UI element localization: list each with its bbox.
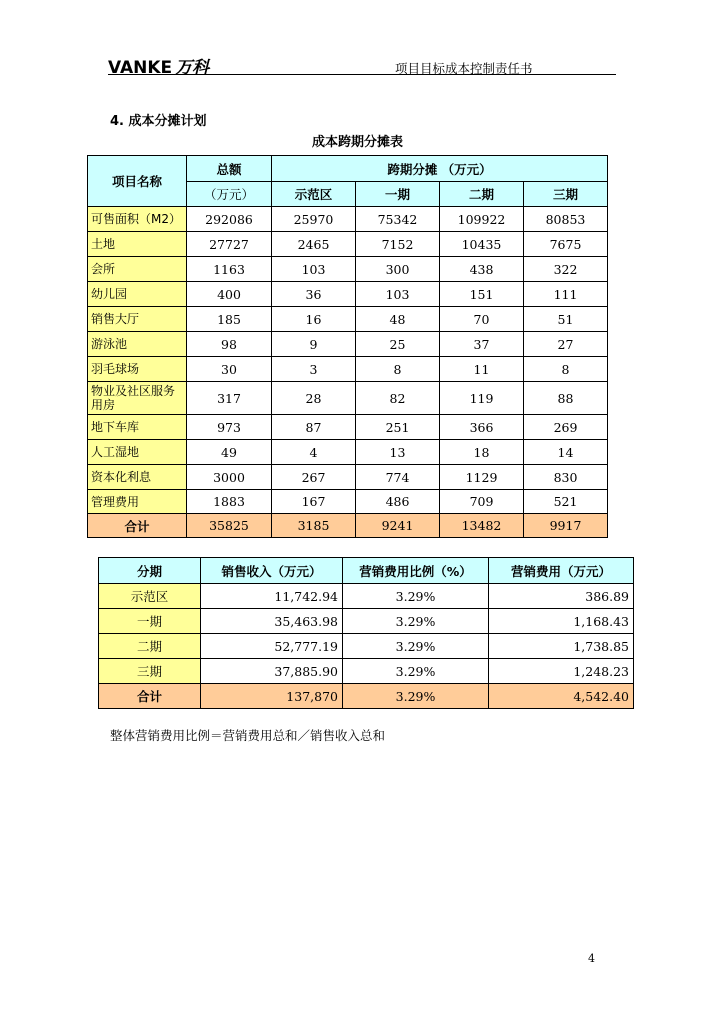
cell-phase-2: 1129 xyxy=(440,465,524,490)
cost-allocation-table xyxy=(87,155,608,538)
row-name: 资本化利息 xyxy=(88,465,187,490)
header-phase-2: 二期 xyxy=(440,182,524,207)
cell-phase-1: 103 xyxy=(356,282,440,307)
header-phase-1: 一期 xyxy=(356,182,440,207)
table-row xyxy=(99,584,634,609)
cell-phase-3: 80853 xyxy=(524,207,608,232)
cell-phase-1: 48 xyxy=(356,307,440,332)
cell-total: 973 xyxy=(187,415,272,440)
cell-expense: 1,168.43 xyxy=(489,609,634,634)
cell-phase-1: 774 xyxy=(356,465,440,490)
header-total: 总额 xyxy=(187,156,272,182)
cell-phase-1: 300 xyxy=(356,257,440,282)
total-row xyxy=(88,514,608,538)
total-cell-phase-1: 9241 xyxy=(356,514,440,538)
total-cell-phase-demo: 3185 xyxy=(272,514,356,538)
cell-total: 317 xyxy=(187,382,272,415)
table-row xyxy=(88,465,608,490)
cell-total: 400 xyxy=(187,282,272,307)
cell-expense: 1,738.85 xyxy=(489,634,634,659)
table-header-row xyxy=(88,156,608,182)
header-allocation: 跨期分摊 （万元） xyxy=(272,156,608,182)
header-marketing-expense: 营销费用（万元） xyxy=(489,558,634,584)
cell-phase-3: 830 xyxy=(524,465,608,490)
row-name: 幼儿园 xyxy=(88,282,187,307)
cell-phase-demo: 25970 xyxy=(272,207,356,232)
table-row xyxy=(99,634,634,659)
row-name: 销售大厅 xyxy=(88,307,187,332)
header-sales-revenue: 销售收入（万元） xyxy=(201,558,343,584)
phase-label: 示范区 xyxy=(99,584,201,609)
table-row xyxy=(99,609,634,634)
cell-phase-demo: 167 xyxy=(272,490,356,514)
cell-phase-2: 709 xyxy=(440,490,524,514)
cell-phase-1: 25 xyxy=(356,332,440,357)
page-number: 4 xyxy=(588,952,595,965)
document-title: 项目目标成本控制责任书 xyxy=(395,61,533,76)
cell-phase-3: 269 xyxy=(524,415,608,440)
cell-expense: 386.89 xyxy=(489,584,634,609)
cell-phase-demo: 267 xyxy=(272,465,356,490)
phase-label: 三期 xyxy=(99,659,201,684)
row-name: 会所 xyxy=(88,257,187,282)
table-row xyxy=(88,282,608,307)
cell-revenue: 37,885.90 xyxy=(201,659,343,684)
cell-ratio: 3.29% xyxy=(343,584,489,609)
cell-phase-demo: 103 xyxy=(272,257,356,282)
header-item-name: 项目名称 xyxy=(88,156,187,207)
header-marketing-ratio: 营销费用比例（%） xyxy=(343,558,489,584)
total-expense: 4,542.40 xyxy=(489,684,634,709)
cell-phase-1: 486 xyxy=(356,490,440,514)
phase-label: 二期 xyxy=(99,634,201,659)
table-row xyxy=(88,207,608,232)
table-row xyxy=(88,332,608,357)
cell-phase-demo: 28 xyxy=(272,382,356,415)
table-row xyxy=(88,490,608,514)
cell-phase-2: 119 xyxy=(440,382,524,415)
cell-total: 27727 xyxy=(187,232,272,257)
table-row xyxy=(99,659,634,684)
total-label: 合计 xyxy=(99,684,201,709)
cell-revenue: 35,463.98 xyxy=(201,609,343,634)
cell-phase-3: 14 xyxy=(524,440,608,465)
total-ratio: 3.29% xyxy=(343,684,489,709)
cell-phase-2: 438 xyxy=(440,257,524,282)
total-revenue: 137,870 xyxy=(201,684,343,709)
total-row xyxy=(99,684,634,709)
cell-phase-demo: 3 xyxy=(272,357,356,382)
total-label: 合计 xyxy=(88,514,187,538)
table-header-row xyxy=(99,558,634,584)
cell-phase-2: 151 xyxy=(440,282,524,307)
table-row xyxy=(88,382,608,415)
cell-phase-2: 366 xyxy=(440,415,524,440)
cell-total: 49 xyxy=(187,440,272,465)
cell-ratio: 3.29% xyxy=(343,659,489,684)
cell-phase-demo: 9 xyxy=(272,332,356,357)
cell-total: 1883 xyxy=(187,490,272,514)
cell-phase-3: 88 xyxy=(524,382,608,415)
cell-phase-2: 10435 xyxy=(440,232,524,257)
cell-total: 98 xyxy=(187,332,272,357)
cell-phase-demo: 36 xyxy=(272,282,356,307)
cell-phase-3: 7675 xyxy=(524,232,608,257)
cell-phase-1: 13 xyxy=(356,440,440,465)
header-phase: 分期 xyxy=(99,558,201,584)
cell-phase-1: 7152 xyxy=(356,232,440,257)
cell-phase-3: 521 xyxy=(524,490,608,514)
cell-phase-demo: 87 xyxy=(272,415,356,440)
cell-phase-2: 11 xyxy=(440,357,524,382)
table-row xyxy=(88,357,608,382)
cell-phase-2: 109922 xyxy=(440,207,524,232)
row-name: 物业及社区服务用房 xyxy=(88,382,187,415)
cell-phase-demo: 2465 xyxy=(272,232,356,257)
row-name: 羽毛球场 xyxy=(88,357,187,382)
total-cell-phase-2: 13482 xyxy=(440,514,524,538)
cell-total: 3000 xyxy=(187,465,272,490)
cell-total: 30 xyxy=(187,357,272,382)
table-row xyxy=(88,232,608,257)
cell-ratio: 3.29% xyxy=(343,634,489,659)
cell-phase-3: 322 xyxy=(524,257,608,282)
logo-chinese-text: 万科 xyxy=(175,58,210,78)
footnote: 整体营销费用比例＝营销费用总和／销售收入总和 xyxy=(110,728,386,743)
section-heading: 4. 成本分摊计划 xyxy=(110,114,207,129)
row-name: 地下车库 xyxy=(88,415,187,440)
phase-label: 一期 xyxy=(99,609,201,634)
cell-phase-2: 70 xyxy=(440,307,524,332)
table-row xyxy=(88,440,608,465)
row-name: 土地 xyxy=(88,232,187,257)
cell-phase-1: 82 xyxy=(356,382,440,415)
header-total-unit: （万元） xyxy=(187,182,272,207)
cell-phase-1: 8 xyxy=(356,357,440,382)
table-row xyxy=(88,257,608,282)
header-phase-demo: 示范区 xyxy=(272,182,356,207)
cell-revenue: 11,742.94 xyxy=(201,584,343,609)
row-name: 人工湿地 xyxy=(88,440,187,465)
row-name: 游泳池 xyxy=(88,332,187,357)
cell-phase-1: 251 xyxy=(356,415,440,440)
cell-total: 185 xyxy=(187,307,272,332)
cell-total: 1163 xyxy=(187,257,272,282)
table-caption: 成本跨期分摊表 xyxy=(312,135,404,150)
logo-latin-text: VANKE xyxy=(108,58,173,78)
header-phase-3: 三期 xyxy=(524,182,608,207)
table-row xyxy=(88,415,608,440)
cell-expense: 1,248.23 xyxy=(489,659,634,684)
cell-phase-3: 27 xyxy=(524,332,608,357)
cell-phase-1: 75342 xyxy=(356,207,440,232)
header-divider xyxy=(108,74,616,75)
table-row xyxy=(88,307,608,332)
cell-total: 292086 xyxy=(187,207,272,232)
cell-phase-3: 8 xyxy=(524,357,608,382)
row-name: 可售面积（M2） xyxy=(88,207,187,232)
cell-phase-demo: 16 xyxy=(272,307,356,332)
cell-revenue: 52,777.19 xyxy=(201,634,343,659)
total-cell-total: 35825 xyxy=(187,514,272,538)
cell-ratio: 3.29% xyxy=(343,609,489,634)
row-name: 管理费用 xyxy=(88,490,187,514)
total-cell-phase-3: 9917 xyxy=(524,514,608,538)
cell-phase-3: 51 xyxy=(524,307,608,332)
marketing-expense-table xyxy=(98,557,634,709)
cell-phase-2: 18 xyxy=(440,440,524,465)
cell-phase-demo: 4 xyxy=(272,440,356,465)
cell-phase-3: 111 xyxy=(524,282,608,307)
cell-phase-2: 37 xyxy=(440,332,524,357)
